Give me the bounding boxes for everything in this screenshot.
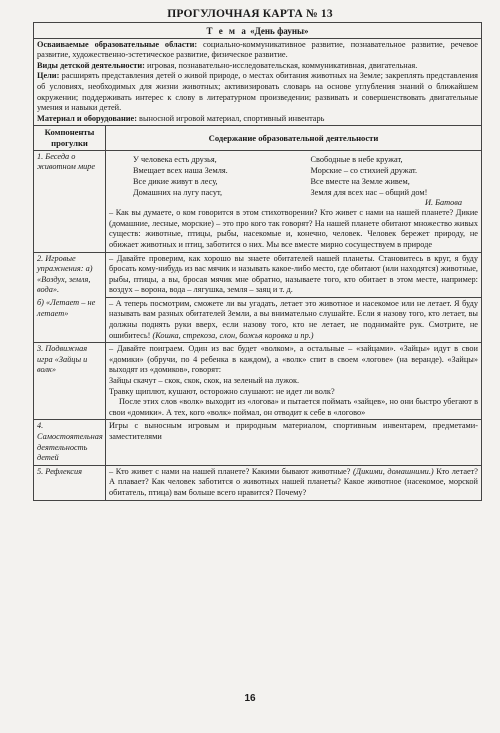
reflection-paragraph bbox=[109, 467, 478, 499]
material-label: Материал и оборудование: bbox=[37, 113, 137, 123]
material-text: выносной игровой материал, спортивный инвентарь bbox=[136, 113, 325, 123]
table-header-row bbox=[34, 126, 482, 150]
intro-block bbox=[34, 38, 482, 126]
areas-paragraph bbox=[37, 40, 478, 61]
goals-paragraph bbox=[37, 71, 478, 113]
page-title: ПРОГУЛОЧНАЯ КАРТА № 13 bbox=[167, 8, 333, 20]
table-row bbox=[34, 420, 482, 465]
poem bbox=[109, 152, 478, 198]
exercise-b-text: – А теперь посмотрим, сможете ли вы угадать, летает это животное и насекомое или не летает. Я буду называть вам разных обитателей Земли, а вы внимательно слушайте. Если я назову того, кто летает, вы должны поднять руки вверх, если назову того, кто не летает, не поднимайте рук. Смотрите, не ошибитесь! bbox=[109, 298, 478, 340]
content-cell bbox=[106, 252, 482, 297]
col1-header: Компоненты прогулки bbox=[34, 126, 106, 150]
exercise-b-note: (Кошка, стрекоза, слон, божья коровка и пр.) bbox=[150, 330, 314, 340]
poem-line: Морские – со стихией дружат. bbox=[310, 165, 418, 175]
reflection-note: (Дикими, домашними.) bbox=[350, 466, 434, 476]
activity-label: Виды детской деятельности: bbox=[37, 60, 145, 70]
poem-line: Домашних на лугу пасут, bbox=[133, 187, 223, 197]
areas-text: социально-коммуникативное развитие, познавательное развитие, речевое развитие, художественно-эстетическое развитие, физическое развитие. bbox=[37, 39, 478, 60]
content-cell bbox=[106, 150, 482, 252]
table-row bbox=[34, 343, 482, 420]
goals-text: расширять представления детей о живой природе, о местах обитания животных на Земле; закреплять представления об условиях, необходимых для жизни животных; активизировать словарь на основе углубления знаний о ближайшем окружении; поддерживать интерес к слову в литературном произведении; развивать и совершенствовать двигательные умения и навыки детей. bbox=[37, 71, 478, 113]
table-row bbox=[34, 150, 482, 252]
reflection-text: – Кто живет с нами на нашей планете? Какими бывают животные? bbox=[109, 466, 351, 476]
poem-line: Свободные в небе кружат, bbox=[310, 154, 403, 164]
game-text: После этих слов «волк» выходит из «логова» и пытается поймать «зайцев», но они быстро убегают в свои «домики». А тех, кого «волк» поймал, он отводит к себе в «логово» bbox=[109, 397, 478, 417]
activity-paragraph bbox=[37, 61, 478, 72]
page-number: 16 bbox=[244, 693, 256, 704]
component-cell: б) «Летает – не летает» bbox=[34, 297, 106, 342]
content-cell bbox=[106, 465, 482, 500]
exercise-b-paragraph bbox=[109, 299, 478, 341]
poem-line: Вмещает всех наша Земля. bbox=[133, 165, 228, 175]
conversation-text: – Как вы думаете, о ком говорится в этом стихотворении? Кто живет с нами на нашей планете? Дикие (домашние, лесные, морские) – это про кого так говорят? На нашей планете обитают множество живых существ: животные, птицы, рыбы, насекомые и, конечно, человек. Человек бережет природу, не обижает животных и птиц, заботится о них. Мы все вместе мирно сосуществуем в природе bbox=[109, 208, 478, 249]
table-row bbox=[34, 252, 482, 297]
component-cell: 3. Подвижная игра «Зайцы и волк» bbox=[34, 343, 106, 420]
content-cell bbox=[106, 420, 482, 465]
table-row bbox=[34, 297, 482, 342]
walk-card-table bbox=[33, 22, 482, 501]
component-cell: 4. Самостоятельная деятельность детей bbox=[34, 420, 106, 465]
topic-label: Т е м а bbox=[206, 26, 248, 36]
content-cell bbox=[106, 297, 482, 342]
material-paragraph bbox=[37, 114, 478, 125]
exercise-a-text: – Давайте проверим, как хорошо вы знаете обитателей нашей планеты. Становитесь в круг, я буду бросать кому-нибудь из вас мячик и называть какое-либо место, где обитают (или находятся) животные, рыбы, птицы, а вы, бросая мячик мне обратно, называете того, кто обитает в этом месте, например: воздух – ворона, вода – лягушка, земля – заяц и т. д. bbox=[109, 253, 478, 295]
poem-line: Все вместе на Земле живем, bbox=[310, 176, 410, 186]
game-text: – Давайте поиграем. Один из вас будет «волком», а остальные – «зайцами». «Зайцы» идут в свои «домики» (обручи, по 4 ребенка в каждом), а «волк» спит в своем «логове» (на веранде). «Зайцы» выходят из «домиков», говорят: bbox=[109, 344, 478, 375]
table-row bbox=[34, 465, 482, 500]
content-cell bbox=[106, 343, 482, 420]
poem-line: Земля для всех нас – общий дом! bbox=[310, 187, 428, 197]
poem-line: Все дикие живут в лесу, bbox=[133, 176, 218, 186]
activity-text: игровая, познавательно-исследовательская, коммуникативная, двигательная. bbox=[144, 60, 418, 70]
independent-activity-text: Игры с выносным игровым и природным материалом, спортивным инвентарем, предметами-заместителями bbox=[109, 421, 478, 441]
poem-line: У человека есть друзья, bbox=[133, 154, 217, 164]
goals-label: Цели: bbox=[37, 71, 60, 81]
component-cell: 5. Рефлексия bbox=[34, 465, 106, 500]
poem-author: И. Батова bbox=[424, 197, 462, 207]
reflection-text: Кто летает? А плавает? Как человек заботится о животных нашей планеты? Какое животное (насекомое, морской обитатель, птица) вам больше всего нравится? Почему? bbox=[109, 466, 478, 497]
areas-label: Осваиваемые образовательные области: bbox=[37, 39, 198, 49]
topic-value: «День фауны» bbox=[250, 26, 309, 36]
component-cell: 2. Игровые упражнения: а) «Воздух, земля, вода». bbox=[34, 252, 106, 297]
col2-header: Содержание образовательной деятельности bbox=[106, 126, 482, 150]
game-verse: Травку щиплют, кушают, осторожно слушают: не идет ли волк? bbox=[109, 386, 335, 396]
component-cell: 1. Беседа о животном мире bbox=[34, 150, 106, 252]
game-verse: Зайцы скачут – скок, скок, скок, на зеленый на лужок. bbox=[109, 376, 300, 386]
topic-heading bbox=[34, 23, 482, 39]
